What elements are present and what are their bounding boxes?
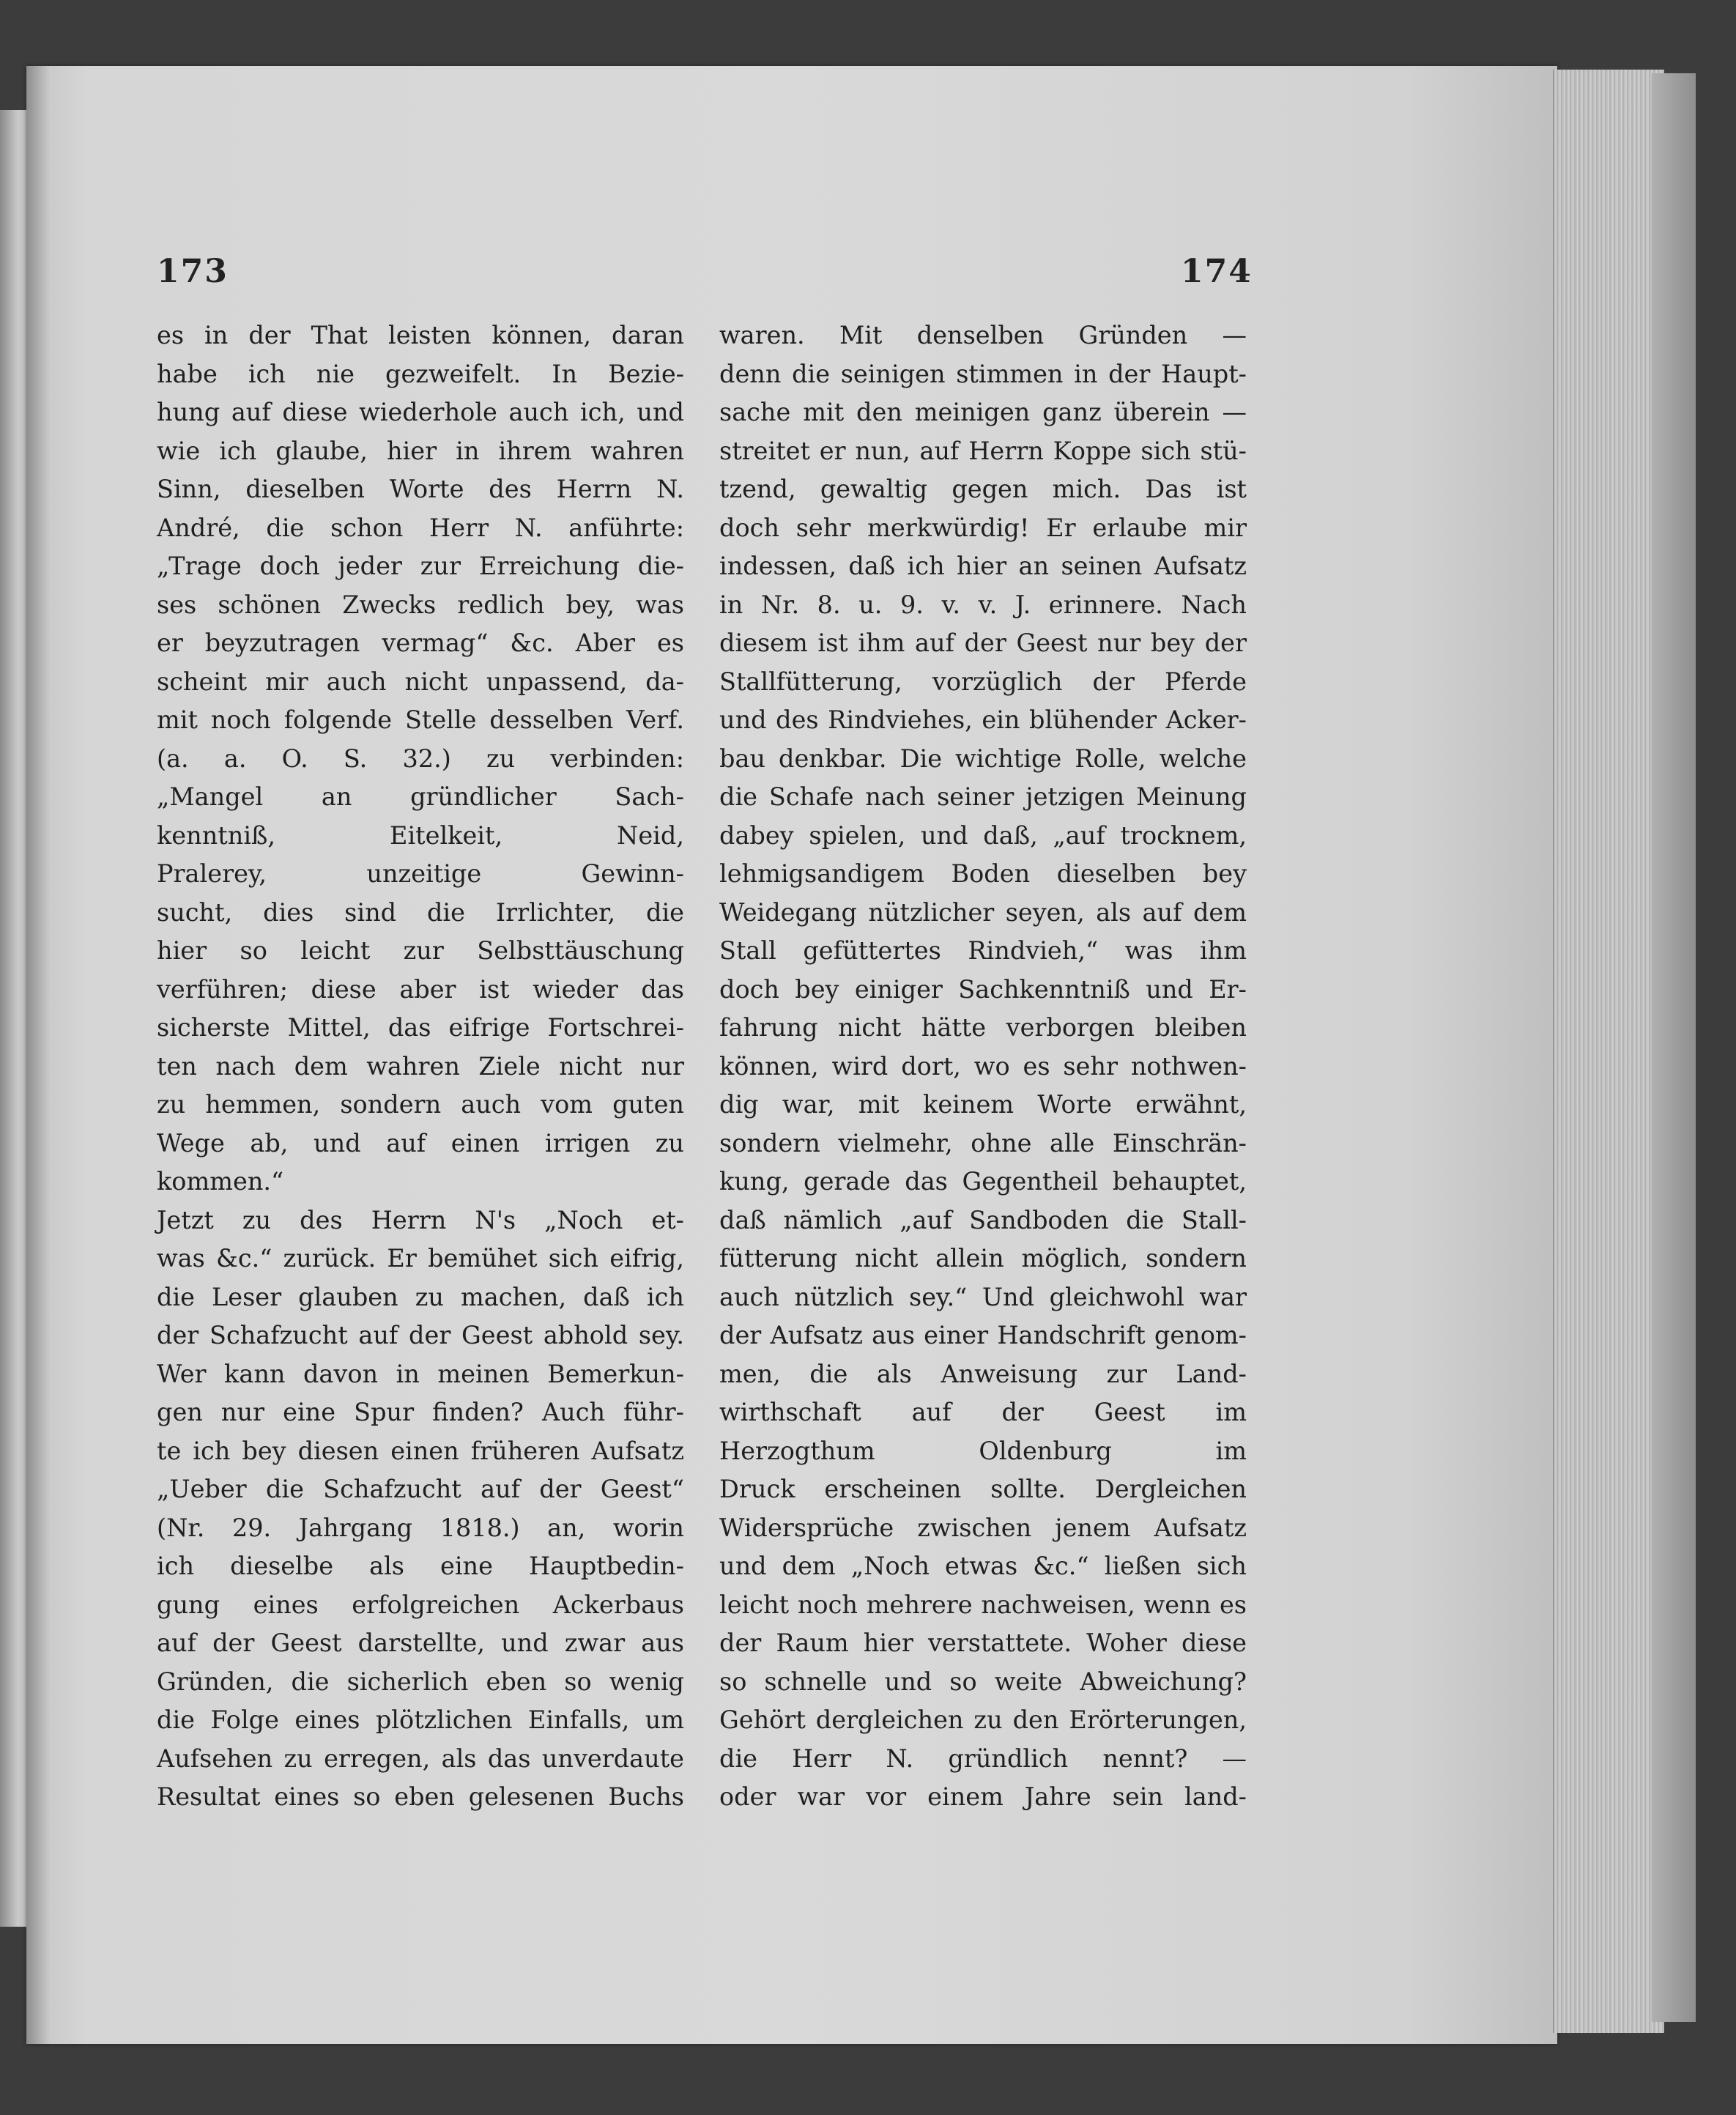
text-line: (a. a. O. S. 32.) zu verbinden: <box>157 744 684 773</box>
text-line: was &c.“ zurück. Er bemühet sich eifrig, <box>157 1244 684 1273</box>
text-line: auch nützlich sey.“ Und gleichwohl war <box>719 1282 1247 1311</box>
text-line: dig war, mit keinem Worte erwähnt, <box>719 1090 1247 1119</box>
text-column-right <box>719 316 1247 1817</box>
text-line: Aufsehen zu erregen, als das unverdaute <box>157 1744 684 1773</box>
text-line: verführen; diese aber ist wieder das <box>157 974 684 1004</box>
text-line: diesem ist ihm auf der Geest nur bey der <box>719 629 1247 657</box>
text-line: wirthschaft auf der Geest im <box>719 1398 1247 1426</box>
page-block-edges <box>1553 70 1664 2033</box>
text-line: sicherste Mittel, das eifrige Fortschrei- <box>157 1013 684 1042</box>
text-line: Weidegang nützlicher seyen, als auf dem <box>719 897 1247 927</box>
text-line: Herzogthum Oldenburg im <box>719 1436 1247 1465</box>
text-line: ses schönen Zwecks redlich bey, was <box>157 590 684 619</box>
text-line: es in der That leisten können, daran <box>157 321 684 349</box>
text-line: denn die seinigen stimmen in der Haupt- <box>719 359 1247 388</box>
text-line: die Schafe nach seiner jetzigen Meinung <box>719 782 1247 811</box>
text-line: können, wird dort, wo es sehr nothwen- <box>719 1051 1247 1081</box>
text-line: Wer kann davon in meinen Bemerkun- <box>157 1359 684 1388</box>
text-line: doch sehr merkwürdig! Er erlaube mir <box>719 513 1247 542</box>
text-line: scheint mir auch nicht unpassend, da- <box>157 667 684 696</box>
text-line: doch bey einiger Sachkenntniß und Er- <box>719 974 1247 1004</box>
page-number-right: 174 <box>1181 253 1253 290</box>
text-line: bau denkbar. Die wichtige Rolle, welche <box>719 744 1247 773</box>
text-line: in Nr. 8. u. 9. v. v. J. erinnere. Nach <box>719 590 1247 619</box>
text-line: der Raum hier verstattete. Woher diese <box>719 1629 1247 1657</box>
page-number-left: 173 <box>157 253 229 290</box>
text-line: auf der Geest darstellte, und zwar aus <box>157 1629 684 1657</box>
text-line: gen nur eine Spur finden? Auch führ- <box>157 1398 684 1426</box>
text-line: die Folge eines plötzlichen Einfalls, um <box>157 1705 684 1734</box>
text-line: (Nr. 29. Jahrgang 1818.) an, worin <box>157 1513 684 1542</box>
text-line: sucht, dies sind die Irrlichter, die <box>157 897 684 927</box>
text-line: die Leser glauben zu machen, daß ich <box>157 1282 684 1311</box>
text-line: sondern vielmehr, ohne alle Einschrän- <box>719 1128 1247 1157</box>
text-line: Widersprüche zwischen jenem Aufsatz <box>719 1513 1247 1542</box>
text-line: waren. Mit denselben Gründen — <box>719 321 1247 349</box>
text-line: wie ich glaube, hier in ihrem wahren <box>157 436 684 465</box>
text-line: und dem „Noch etwas &c.“ ließen sich <box>719 1552 1247 1580</box>
text-line: lehmigsandigem Boden dieselben bey <box>719 859 1247 888</box>
text-line: die Herr N. gründlich nennt? — <box>719 1744 1247 1773</box>
text-line: streitet er nun, auf Herrn Koppe sich stü- <box>719 436 1247 465</box>
text-line: mit noch folgende Stelle desselben Verf. <box>157 705 684 734</box>
text-line: hier so leicht zur Selbsttäuschung <box>157 936 684 965</box>
text-column-left <box>157 316 684 1817</box>
text-line: Resultat eines so eben gelesenen Buchs <box>157 1782 684 1811</box>
text-line: kommen.“ <box>157 1167 284 1196</box>
text-line: te ich bey diesen einen früheren Aufsatz <box>157 1436 684 1465</box>
text-line: ich dieselbe als eine Hauptbedin- <box>157 1552 684 1580</box>
text-line: Gehört dergleichen zu den Erörterungen, <box>719 1705 1247 1734</box>
text-line: men, die als Anweisung zur Land- <box>719 1359 1247 1388</box>
text-line: Gründen, die sicherlich eben so wenig <box>157 1667 684 1696</box>
text-line: „Ueber die Schafzucht auf der Geest“ <box>157 1475 684 1503</box>
text-line: Pralerey, unzeitige Gewinn- <box>157 859 684 888</box>
text-line: dabey spielen, und daß, „auf trocknem, <box>719 821 1247 850</box>
text-line: kung, gerade das Gegentheil behauptet, <box>719 1167 1247 1196</box>
text-line: und des Rindviehes, ein blühender Acker- <box>719 705 1247 734</box>
text-line: Stallfütterung, vorzüglich der Pferde <box>719 667 1247 696</box>
text-line: der Aufsatz aus einer Handschrift genom- <box>719 1321 1247 1349</box>
text-line: zu hemmen, sondern auch vom guten <box>157 1090 684 1119</box>
text-line: leicht noch mehrere nachweisen, wenn es <box>719 1590 1247 1619</box>
text-line: er beyzutragen vermag“ &c. Aber es <box>157 629 684 657</box>
text-line: fahrung nicht hätte verborgen bleiben <box>719 1013 1247 1042</box>
text-line: Druck erscheinen sollte. Dergleichen <box>719 1475 1247 1503</box>
text-line: so schnelle und so weite Abweichung? <box>719 1667 1247 1696</box>
text-line: indessen, daß ich hier an seinen Aufsatz <box>719 552 1247 580</box>
text-line: „Trage doch jeder zur Erreichung die- <box>157 552 684 580</box>
previous-page-edge <box>0 110 29 1927</box>
text-line: Jetzt zu des Herrn N's „Noch et- <box>157 1205 684 1234</box>
text-line: Wege ab, und auf einen irrigen zu <box>157 1128 684 1157</box>
text-line: habe ich nie gezweifelt. In Bezie- <box>157 359 684 388</box>
text-line: hung auf diese wiederhole auch ich, und <box>157 398 684 426</box>
text-line: Stall gefüttertes Rindvieh,“ was ihm <box>719 936 1247 965</box>
binding-fold <box>26 66 51 2044</box>
text-line: ten nach dem wahren Ziele nicht nur <box>157 1051 684 1081</box>
text-line: sache mit den meinigen ganz überein — <box>719 398 1247 426</box>
text-line: der Schafzucht auf der Geest abhold sey. <box>157 1321 684 1349</box>
book-cover-edge <box>1652 73 1696 2022</box>
text-line: gung eines erfolgreichen Ackerbaus <box>157 1590 684 1619</box>
text-line: „Mangel an gründlicher Sach- <box>157 782 684 811</box>
text-line: tzend, gewaltig gegen mich. Das ist <box>719 475 1247 503</box>
text-line: kenntniß, Eitelkeit, Neid, <box>157 821 684 850</box>
text-line: fütterung nicht allein möglich, sondern <box>719 1244 1247 1273</box>
text-line: Sinn, dieselben Worte des Herrn N. <box>157 475 684 503</box>
text-line: daß nämlich „auf Sandboden die Stall- <box>719 1205 1247 1234</box>
text-line: oder war vor einem Jahre sein land- <box>719 1782 1247 1811</box>
text-line: André, die schon Herr N. anführte: <box>157 513 684 542</box>
